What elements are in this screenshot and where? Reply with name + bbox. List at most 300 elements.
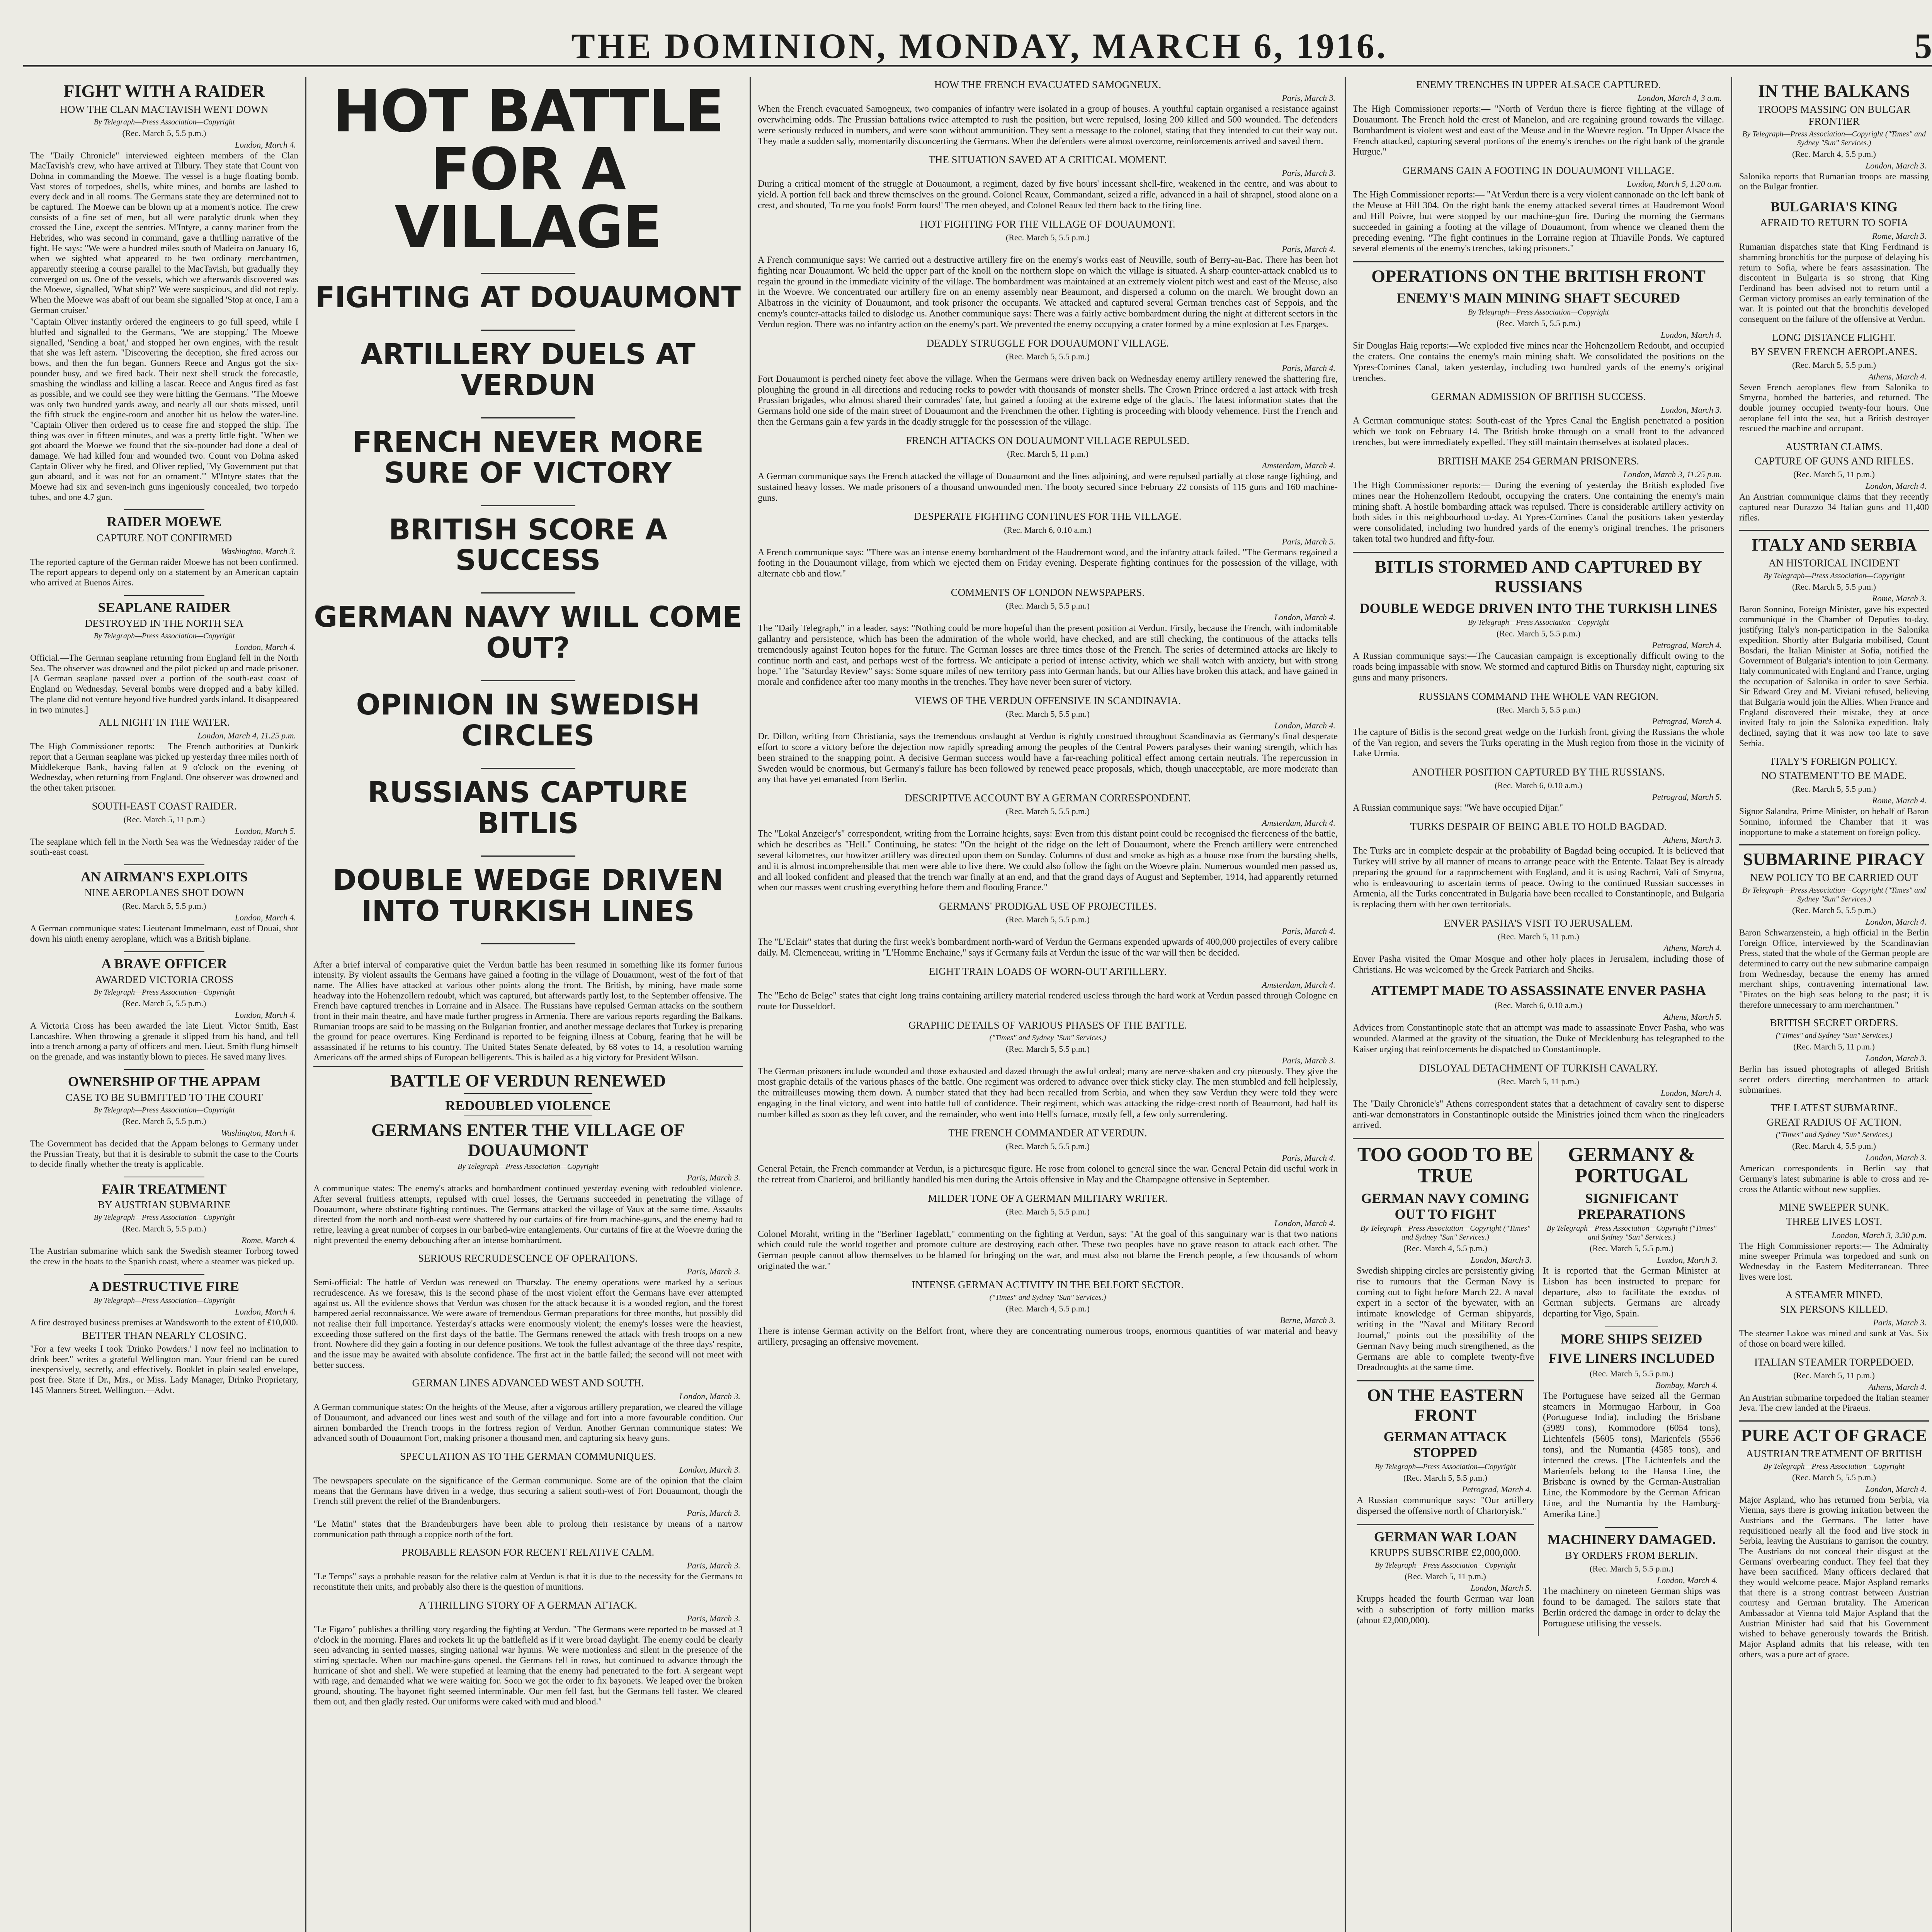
article-body: Major Aspland, who has returned from Serbia, via Vienna, says there is growing irritation between the Austrians and the Germans. The latter have requisitioned nearly all the food and live stock in Serbia, leaving the Austrians to garrison the country. The Austrians do not conceal their disgust at the Germans' overbearing conduct. They feel that they have been sacrificed. Many officers declared that they would welcome peace. Major Aspland remarks that there is a strong contrast between Austrian courtesy and German brutality. The American Ambassador at Vienna told Major Aspland that the Austrian Minister had said that his Government wished to behave generously towards the British. Major Aspland admits that his release, with ten others, was a pure act of grace.: [1739, 1495, 1929, 1659]
article-body: The German prisoners include wounded and those exhausted and dazed through the awful ordeal; many are nerve-shaken and cry piteously. They give the most graphic details of the various phases of the battle. One regiment was ordered to advance over thick sticky clay. The men stumbled and fell helplessly, the mitrailleuses mowing them down. A number stated that they had been recalled from Serbia, and when they saw Verdun they were told they were engaging in the final victory, and went into battle full of confidence. Their regiment, which was attacking the ridge-crest north of Beaumont, had half its number killed as soon as they left cover, and the remainder, who went into Hell's furnace, mostly fell, a few only surrendering.: [758, 1066, 1338, 1119]
divider: [1357, 1524, 1534, 1525]
article-body: The reported capture of the German raider Moewe has not been confirmed. The report appears to depend only on a statement by an American captain who arrived at Buenos Aires.: [30, 557, 298, 588]
dateline: London, March 4, 3 a.m.: [1638, 93, 1722, 103]
dateline: London, March 3.: [1656, 1255, 1718, 1265]
dateline: Athens, March 3.: [1663, 835, 1722, 845]
masthead-title: THE DOMINION, MONDAY, MARCH 6, 1916.: [571, 26, 1388, 66]
article-subhead: SPECULATION AS TO THE GERMAN COMMUNIQUES.: [400, 1451, 656, 1463]
divider: [481, 943, 575, 944]
received-time: (Rec. March 5, 5.5 p.m.): [1006, 1044, 1090, 1054]
divider: [313, 1066, 743, 1067]
received-time: (Rec. March 5, 5.5 p.m.): [1590, 1243, 1673, 1253]
divider: [481, 592, 575, 594]
divider: [1739, 844, 1929, 845]
article-more-ships: [1543, 1331, 1720, 1520]
article-body: "Captain Oliver instantly ordered the engineers to go full speed, while I bluffed and signalled to the Germans, 'We are stopping.' The Moewe signalled, 'Sending a boat,' and stopped her own engines, with the result that she was left astern. "Discovering the deception, she fired across our bows, and then the fun began. Gunners Reece and Angus got the six-pounder busy, and we fired back. Their next shell struck the forecastle, smashing the windlass and killing a lascar. Reece and Angus fired as fast as possible, and we could see they were hitting the Germans. "The Moewe was only two hundred yards away, and nearly all our shots missed, until the fifth struck the engine-room and another hit us below the water-line. "Captain Oliver then ordered us to cease fire and stopped the ship. The thing was over in fifteen minutes, and was a pretty little fight. "When we got aboard the Moewe we found that the six-pounder had done a deal of damage. We had killed four and wounded two. Count von Dohna asked Captain Oliver why he fired, and Oliver replied, 'My Government put that gun aboard, and it was not for an ornament.'" M'Intyre states that the Moewe had six and seven-inch guns ingeniously concealed, two torpedo tubes, and one 4.7 gun.: [30, 317, 298, 502]
article-brave-officer: [30, 956, 298, 1062]
article-headline: ATTEMPT MADE TO ASSASSINATE ENVER PASHA: [1371, 982, 1706, 998]
article-subhead: AN HISTORICAL INCIDENT: [1769, 557, 1900, 569]
dateline: London, March 5, 1.20 a.m.: [1627, 179, 1722, 189]
article-body: A communique states: The enemy's attacks and bombardment continued yesterday evening with redoubled violence. After several fruitless attempts, repulsed with cruel losses, the Germans succeeded in penetrating the village of Douaumont, where obstinate fighting continues. The Germans attacked the village of Vaux at the same time. Assaults directed from the north and north-east were shattered by our curtains of fire from machine-guns, and the enemy had to retire, leaving a great number of corpses in our barbed-wire entanglements. Our curtains of fire at the Woevre during the night prevented the enemy debouching after an intense bombardment.: [313, 1184, 743, 1245]
article-subhead: GERMANS ENTER THE VILLAGE OF DOUAUMONT: [371, 1120, 685, 1160]
dateline: Athens, March 4.: [1663, 943, 1722, 953]
article-headline: MORE SHIPS SEIZED: [1561, 1331, 1702, 1347]
dateline: Rome, March 4.: [1872, 796, 1927, 806]
received-time: (Rec. March 6, 0.10 a.m.): [1495, 781, 1582, 791]
article-subhead: HOW THE FRENCH EVACUATED SAMOGNEUX.: [934, 79, 1162, 90]
article-subhead: HOT FIGHTING FOR THE VILLAGE OF DOUAUMONT.: [920, 218, 1175, 230]
article-headline: A DESTRUCTIVE FIRE: [89, 1278, 240, 1294]
article-disloyal-cavalry: [1353, 1062, 1724, 1131]
dateline: London, March 3.: [1865, 1053, 1927, 1063]
article-subhead: NO STATEMENT TO BE MADE.: [1761, 770, 1907, 782]
article-body: A Russian communique says: "Our artillery dispersed the offensive north of Chartoryisk.": [1357, 1495, 1534, 1516]
dateline: Paris, March 3.: [687, 1561, 740, 1571]
article-body: A French communique says: "There was an intense enemy bombardment of the Haudremont wood, and the infantry attack failed. "The Germans regained a footing in the Douaumont village, from which we ejected them on Friday evening. Desperate fighting continues for the possession of the village, with alternate ebb and flow.": [758, 547, 1338, 579]
article-subhead: ENEMY'S MAIN MINING SHAFT SECURED: [1396, 290, 1680, 306]
article-seaplane-raider: [30, 600, 298, 793]
article-airman-exploits: [30, 869, 298, 944]
received-time: (Rec. March 5, 5.5 p.m.): [122, 1116, 206, 1126]
received-time: (Rec. March 5, 5.5 p.m.): [1006, 232, 1090, 242]
article-headline: A STEAMER MINED.: [1785, 1289, 1883, 1301]
article-samogneux: [758, 79, 1338, 147]
article-london-comments: [758, 587, 1338, 688]
article-subhead: NEW POLICY TO BE CARRIED OUT: [1750, 871, 1918, 883]
article-body: A German communique states: South-east of the Ypres Canal the English penetrated a position which we took on February 14. The British broke through on a small front to the advanced trenches, but were immediately expelled. They still maintain themselves at isolated places.: [1353, 416, 1724, 448]
article-body: The High Commissioner reports:— The French authorities at Dunkirk report that a German seaplane was picked up yesterday three miles north of Middlekerque Bank, having fallen at 9 o'clock on the evening of Wednesday, when returning from England. One observer was drowned and the other taken prisoner.: [30, 742, 298, 793]
dateline: Washington, March 4.: [221, 1128, 296, 1138]
dateline: London, March 3.: [1865, 1153, 1927, 1163]
divider: [481, 855, 575, 857]
received-time: (Rec. March 5, 5.5 p.m.): [122, 901, 206, 911]
article-headline: BITLIS STORMED AND CAPTURED BY RUSSIANS: [1374, 556, 1702, 597]
article-subhead: SIGNIFICANT PREPARATIONS: [1578, 1190, 1685, 1222]
article-body: "Le Temps" says a probable reason for the relative calm at Verdun is that it is due to the necessity for the Germans to reconstitute their units, and probably also there is the question of munitions.: [313, 1571, 743, 1592]
article-body: A Russian communique says: "We have occupied Dijar.": [1353, 803, 1563, 813]
article-headline: BULGARIA'S KING: [1770, 199, 1898, 214]
dateline: London, March 3.: [1865, 160, 1927, 170]
article-headline: ITALY AND SERBIA: [1751, 535, 1917, 555]
article-body: The steamer Lakoe was mined and sunk at Vas. Six of those on board were killed.: [1739, 1328, 1929, 1349]
article-body: Baron Sonnino, Foreign Minister, gave his expected communiqué in the Chamber of Deputies to-day, justifying Italy's non-participation in the Salonika expedition. Shortly after Bulgaria mobilised, Count Bosdari, the Italian Minister at Sofia, notified the Government of Bulgaria's intention to join Germany. Italy communicated with England and France, urging the occupation of Salonika in order to save Serbia. Sir Edward Grey and M. Viviani refused, believing that Bulgaria would join the Allies. When France and England discovered their mistake, they at once invited Italy to join the Salonika expedition. Italy declined, saying that it was now too late to save Serbia.: [1739, 604, 1929, 748]
article-eastern-front: [1357, 1385, 1534, 1517]
article-subhead: GREAT RADIUS OF ACTION.: [1766, 1116, 1902, 1128]
article-fair-treatment: [30, 1181, 298, 1267]
dateline: London, March 4, 11.25 p.m.: [197, 731, 296, 741]
dateline: Paris, March 4.: [1282, 363, 1335, 373]
divider: [464, 1093, 592, 1094]
received-time: (Rec. March 5, 11 p.m.): [1793, 1042, 1875, 1052]
received-time: (Rec. March 5, 5.5 p.m.): [1006, 351, 1090, 361]
article-body: When the French evacuated Samogneux, two companies of infantry were isolated in a group of houses. A youthful captain organised a resistance against overwhelming odds. The Prussian battalions twice attempted to rush the position, but were repulsed, losing 200 killed and 500 wounded. The defenders were seriously reduced in numbers, and were soon without ammunition. They sent a message to the colonel, stating that they intended to cut their way out. They made a sudden sally, momentarily disconcerting the Germans. When the defenders were almost overcome, reinforcements arrived and saved them.: [758, 104, 1338, 146]
article-subhead: NINE AEROPLANES SHOT DOWN: [84, 887, 244, 899]
column-1: [23, 77, 305, 1932]
article-body: The Austrian submarine which sank the Swedish steamer Torborg towed the crew in the boats to the Spanish coast, where a steamer was picked up.: [30, 1246, 298, 1267]
dateline: Bombay, March 4.: [1655, 1380, 1718, 1390]
article-body: Colonel Moraht, writing in the "Berliner Tageblatt," commenting on the fighting at Verdun, says: "At the goal of this sanguinary war is that two nations which could rule the world together and promote culture are destroying each other. These two peoples have no grave reason to attack each other. The German people cannot allow themselves to be blamed for bringing on the war, and must also not blame the French people, a few thousands of whom originated the war.": [758, 1229, 1338, 1272]
advertisement-body: "For a few weeks I took 'Drinko Powders.' I now feel no inclination to drink beer." writes a grateful Wellington man. Your friend can be cured inexpensively, secretly, and effectively. Booklet in plain sealed envelope, post free. State if Dr., Mrs., or Miss. Lady Manager, Drinko Proprietary, 145 Manners Street, Wellington.—Advt.: [30, 1344, 298, 1395]
article-thrilling-story: [313, 1599, 743, 1707]
article-subhead: DISLOYAL DETACHMENT OF TURKISH CAVALRY.: [1419, 1062, 1658, 1074]
article-subhead: ENEMY TRENCHES IN UPPER ALSACE CAPTURED.: [1416, 79, 1661, 90]
received-time: (Rec. March 5, 5.5 p.m.): [1006, 915, 1090, 925]
article-body: The Turks are in complete despair at the probability of Bagdad being occupied. It is believed that Turkey will strive by all manner of means to arrange peace with the Entente. Talaat Bey is already preparing the ground for a rapprochement with England, and it is using Rachmi, Vali of Smyrna, who is endeavouring to ascertain terms of peace. Owing to the continued Russian successes in Armenia, all the Turks concentrated in Bulgaria have been recalled to Constantinople, and Bulgaria is replacing them with her own territorials.: [1353, 846, 1724, 910]
article-headline: SUBMARINE PIRACY: [1743, 849, 1925, 869]
article-subhead: CAPTURE NOT CONFIRMED: [96, 532, 232, 544]
dateline: Paris, March 4.: [1282, 244, 1335, 254]
article-subhead: ALL NIGHT IN THE WATER.: [99, 716, 230, 728]
article-body: Rumanian dispatches state that King Ferdinand is shamming bronchitis for the purpose of delaying his return to Sofia, where he fears assassination. The discontent in Bulgaria is so strong that King Ferdinand has been advised not to return until a German victory promises an early termination of the war. It is pointed out that the bronchitis developed consequent on the failure of the offensive at Verdun.: [1739, 242, 1929, 324]
article-subhead: GERMAN LINES ADVANCED WEST AND SOUTH.: [412, 1377, 644, 1389]
masthead: [23, 22, 1932, 67]
article-subhead: DESCRIPTIVE ACCOUNT BY A GERMAN CORRESPONDENT.: [905, 792, 1191, 804]
article-subhead: GERMAN ADMISSION OF BRITISH SUCCESS.: [1431, 391, 1646, 403]
article-subhead: GERMAN ATTACK STOPPED: [1383, 1429, 1507, 1460]
dateline: London, March 3, 3.30 p.m.: [1832, 1230, 1927, 1240]
received-time: (Rec. March 5, 11 p.m.): [1007, 449, 1088, 459]
dateline: Berne, March 3.: [1280, 1315, 1335, 1325]
front-banner: [313, 78, 743, 1063]
wire-credit: By Telegraph—Press Association—Copyright: [94, 632, 235, 641]
article-subhead: RUSSIANS COMMAND THE WHOLE VAN REGION.: [1418, 690, 1658, 702]
article-subhead: DESTROYED IN THE NORTH SEA: [85, 617, 244, 629]
article-body: Seven French aeroplanes flew from Salonika to Smyrna, bombed the batteries, and returned. The double journey occupied twenty-four hours. One aeroplane fell into the sea, but a British destroyer rescued the machine and occupant.: [1739, 382, 1929, 434]
article-austrian-claims: [1739, 441, 1929, 523]
article-subhead: SOUTH-EAST COAST RAIDER.: [92, 800, 237, 812]
article-italy-serbia: [1739, 535, 1929, 748]
divider: [1353, 261, 1724, 262]
article-subhead: AWARDED VICTORIA CROSS: [95, 973, 234, 985]
received-time: (Rec. March 6, 0.10 a.m.): [1004, 525, 1092, 535]
banner-deck-6: OPINION IN SWEDISH CIRCLES: [356, 688, 700, 753]
dateline: Paris, March 3.: [1282, 93, 1335, 103]
article-body: During a critical moment of the struggle at Douaumont, a regiment, dazed by five hours' incessant shell-fire, weakened in the centre, and was about to yield. A portion fell back and threw themselves on the ground. Colonel Reaux, Commandant, seized a rifle, advanced in a hail of shrapnel, stood alone on a crest, and shouted, 'To me you fools! Form fours!' The men obeyed, and Colonel Reaux led them back to the firing line.: [758, 179, 1338, 211]
article-body: The "Daily Chronicle's" Athens correspondent states that a detachment of cavalry sent to disperse anti-war demonstrators in Constantinople outside the Ministries joined them when the ringleaders arrived.: [1353, 1099, 1724, 1131]
advertisement-heading: BETTER THAN NEARLY CLOSING.: [82, 1329, 247, 1341]
bottom-right: [1538, 1141, 1724, 1636]
article-german-admission: [1353, 391, 1724, 448]
dateline: Paris, March 3.: [1873, 1318, 1927, 1328]
article-another-position: [1353, 766, 1724, 814]
divider: [1739, 530, 1929, 531]
article-assassination-attempt: [1353, 983, 1724, 1055]
column-4: [1345, 77, 1731, 1932]
dateline: Amsterdam, March 4.: [1262, 980, 1335, 990]
received-time: (Rec. March 4, 5.5 p.m.): [1792, 149, 1876, 159]
dateline: London, March 4.: [235, 1010, 296, 1020]
article-body: A German communique states: On the heights of the Meuse, after a vigorous artillery preparation, we cleared the village of Douaumont, and advanced our lines west and south of the village and fort into a more favourable condition. Our airmen bombarded the French troops in the fortress region of Verdun. Another German communique states: We advanced south of Douaumont Fort, making prisoner a thousand men, and capturing six heavy guns.: [313, 1402, 743, 1443]
received-time: (Rec. March 5, 11 p.m.): [123, 814, 205, 824]
article-subhead: MILDER TONE OF A GERMAN MILITARY WRITER.: [928, 1192, 1168, 1204]
article-body: Swedish shipping circles are persistently giving rise to rumours that the German Navy is coming out to fight before March 22. A naval expert in a sector of the byewater, with an intimate knowledge of German shipyards, writing in the "Naval and Military Record Journal," points out the possibility of the German Navy being much strengthened, as the Germans are able to complete twenty-five Dreadnoughts at the same time.: [1357, 1265, 1534, 1373]
article-subhead: VIEWS OF THE VERDUN OFFENSIVE IN SCANDINAVIA.: [914, 695, 1181, 706]
received-time: (Rec. March 5, 5.5 p.m.): [122, 128, 206, 138]
received-time: (Rec. March 5, 5.5 p.m.): [1792, 1472, 1876, 1482]
article-headline: OWNERSHIP OF THE APPAM: [68, 1073, 261, 1089]
article-subhead: DESPERATE FIGHTING CONTINUES FOR THE VILLAGE.: [914, 510, 1182, 522]
article-italian-steamer: [1739, 1356, 1929, 1413]
divider: [124, 1069, 204, 1070]
wire-credit: ("Times" and Sydney "Sun" Services.): [1776, 1131, 1893, 1139]
dateline: Paris, March 3.: [687, 1613, 740, 1623]
wire-credit: By Telegraph—Press Association—Copyright: [1468, 308, 1609, 317]
article-descriptive-account: [758, 792, 1338, 893]
article-body: Baron Schwarzenstein, a high official in the Berlin Foreign Office, interviewed by the Scandinavian Press, stated that the whole of the German people are determined to carry out the new submarine campaign from Wednesday, because the enemy has armed merchant ships, contravening international law. "Pirates on the high seas belong to the past; it is therefore unnecessary to arm merchantmen.": [1739, 927, 1929, 1010]
article-headline: TOO GOOD TO BE TRUE: [1357, 1144, 1534, 1187]
article-body: Berlin has issued photographs of alleged British secret orders directing merchantmen to attack submarines.: [1739, 1064, 1929, 1095]
received-time: (Rec. March 5, 11 p.m.): [1405, 1571, 1486, 1581]
dateline: Paris, March 3.: [1282, 168, 1335, 178]
banner-deck-7: RUSSIANS CAPTURE BITLIS: [367, 776, 689, 840]
article-prodigal-use: [758, 900, 1338, 959]
divider: [481, 680, 575, 681]
divider: [1357, 1380, 1534, 1381]
article-body: A fire destroyed business premises at Wandsworth to the extent of £10,000.: [30, 1318, 298, 1328]
article-subhead: AUSTRIAN TREATMENT OF BRITISH: [1746, 1447, 1922, 1459]
article-subhead: BY SEVEN FRENCH AEROPLANES.: [1750, 345, 1918, 357]
article-body: The "Echo de Belge" states that eight long trains containing artillery material rendered useless through the hard work at Verdun passed through Cologne en route for Dusseldorf.: [758, 990, 1338, 1012]
wire-credit: By Telegraph—Press Association—Copyright: [1764, 1462, 1905, 1471]
received-time: (Rec. March 5, 5.5 p.m.): [1006, 1141, 1090, 1151]
divider: [124, 951, 204, 952]
article-subhead: PROBABLE REASON FOR RECENT RELATIVE CALM.: [401, 1546, 655, 1558]
article-subhead: BY AUSTRIAN SUBMARINE: [97, 1199, 231, 1211]
wire-credit: ("Times" and Sydney "Sun" Services.): [1776, 1031, 1893, 1040]
article-body: It is reported that the German Minister at Lisbon has been instructed to prepare for departure, also to facilitate the exodus of German subjects. Germans are already departing for Vigo, Spain.: [1543, 1265, 1720, 1319]
article-body: Sir Douglas Haig reports:—We exploded five mines near the Hohenzollern Redoubt, and occupied the craters. One contains the enemy's main mining shaft. We consolidated the positions on the Ypres-Comines Canal, taken yesterday, including two hundred yards of the enemy's original trenches.: [1353, 341, 1724, 383]
article-body: The "L'Eclair" states that during the first week's bombardment north-ward of Verdun the Germans expended upwards of 400,000 projectiles of every calibre daily. M. Clemenceau, writing in "L'Homme Enchaine," says if Germany fails at Verdun the issue of the war will then be decided.: [758, 937, 1338, 958]
dateline: London, March 4.: [235, 642, 296, 652]
article-milder-tone: [758, 1192, 1338, 1272]
divider: [481, 768, 575, 769]
dateline: Petrograd, March 4.: [1462, 1484, 1532, 1494]
received-time: (Rec. March 4, 5.5 p.m.): [1006, 1303, 1090, 1313]
article-body: The High Commissioner reports:— The Admiralty mine sweeper Primula was torpedoed and sunk on Wednesday in the Eastern Mediterranean. Three lives were lost.: [1739, 1241, 1929, 1282]
article-worn-out-artillery: [758, 966, 1338, 1012]
article-machinery-damaged: [1543, 1532, 1720, 1629]
page-number: 5: [1914, 26, 1932, 66]
article-body: The newspapers speculate on the significance of the German communique. Some are of the opinion that the claim means that the Germans have driven in a wedge, thus securing a salient south-west of Fort Douaumont, though the French still prevent the relief of the Brandenburgers.: [313, 1476, 743, 1506]
article-subhead: THE FRENCH COMMANDER AT VERDUN.: [948, 1127, 1147, 1139]
dateline: London, March 3, 11.25 p.m.: [1623, 469, 1722, 479]
received-time: (Rec. March 5, 5.5 p.m.): [1497, 704, 1580, 714]
article-headline: BRITISH SECRET ORDERS.: [1770, 1017, 1898, 1029]
article-subhead: GERMANS' PRODIGAL USE OF PROJECTILES.: [939, 900, 1156, 912]
article-headline: AUSTRIAN CLAIMS.: [1785, 441, 1883, 453]
article-subhead: SERIOUS RECRUDESCENCE OF OPERATIONS.: [418, 1252, 638, 1264]
article-van-region: [1353, 690, 1724, 760]
article-headline: GERMANY & PORTUGAL: [1568, 1144, 1695, 1187]
article-subhead: GERMANS GAIN A FOOTING IN DOUAUMONT VILLAGE.: [1402, 165, 1675, 177]
dateline: London, March 5.: [1470, 1583, 1532, 1593]
banner-deck-8: DOUBLE WEDGE DRIVEN INTO TURKISH LINES: [333, 863, 723, 928]
article-french-commander: [758, 1127, 1338, 1185]
wire-credit: By Telegraph—Press Association—Copyright ("Times" and Sydney "Sun" Services.): [1742, 886, 1926, 903]
article-speculation: [313, 1451, 743, 1539]
article-body: The "Daily Telegraph," in a leader, says: "Nothing could be more hopeful than the present position at Verdun. Firstly, because the French, with indomitable gallantry and persistence, which has been the admiration of the whole world, have checked, and are still checking, the continuous of the attacks tells tremendously against Teuton hopes for the future. The German losses are three times those of the French. The series of determined attacks are likely to continue north and east, and perhaps west of the fortress. We anticipate a period of intense activity, which we shall watch with anxiety, but with strong hope." The "Saturday Review" says: Some square miles of new territory pass into German hands, but our Allies have broken this attack, and have gained in morale and confidence after too many months in the trenches. They have never been surer of victory.: [758, 623, 1338, 687]
article-lines-advanced: [313, 1377, 743, 1444]
dateline: London, March 3.: [1660, 405, 1722, 415]
article-subhead: REDOUBLED VIOLENCE: [445, 1097, 611, 1113]
article-subhead: A THRILLING STORY OF A GERMAN ATTACK.: [418, 1599, 638, 1611]
received-time: (Rec. March 5, 5.5 p.m.): [1792, 784, 1876, 794]
received-time: (Rec. March 5, 5.5 p.m.): [1590, 1564, 1673, 1574]
article-headline: A BRAVE OFFICER: [101, 956, 227, 971]
dateline: Paris, March 3.: [687, 1508, 740, 1518]
article-bulgaria-king: [1739, 199, 1929, 325]
received-time: (Rec. March 5, 5.5 p.m.): [1006, 709, 1090, 719]
wire-credit: By Telegraph—Press Association—Copyright ("Times" and Sydney "Sun" Services.): [1546, 1224, 1717, 1242]
article-act-of-grace: [1739, 1425, 1929, 1660]
article-headline: GERMAN WAR LOAN: [1374, 1529, 1517, 1544]
article-body: The "Daily Chronicle" interviewed eighteen members of the Clan MacTavish's crew, who have arrived at Tilbury. They state that Count von Dohna in commanding the Moewe. The vessel is a huge floating bomb. Vast stores of torpedoes, shells, white mines, and bombs are lashed to every deck and in all rooms. The Germans state they are determined not to be captured. The Moewe can be blown up at a moment's notice. The crew consists of a fine set of men, but all were paralytic drunk when they crossed the Line, except the sentries. M'Intyre, a canny mariner from the Hebrides, who was second in command, gave a thrilling narrative of the fight. He says: "We were a hundred miles south of Madeira on January 16, when we sighted what appeared to be two ordinary merchantmen, apparently steering a course parallel to the MacTavish, but gradually they converged on us. One of the vessels, which we afterwards discovered was the Moewe, signalled, 'What ship?' We were suspicious, and did not reply. When the Moewe was abaft of our beam she signalled 'Stop at once, I am a German cruiser.': [30, 150, 298, 315]
divider: [124, 595, 204, 596]
dateline: London, March 4.: [1656, 1575, 1718, 1585]
article-fight-with-raider: [30, 81, 298, 502]
article-germany-portugal: [1543, 1145, 1720, 1320]
article-upper-alsace: [1353, 79, 1724, 158]
received-time: (Rec. March 5, 5.5 p.m.): [1590, 1368, 1673, 1378]
banner-deck-1: FIGHTING AT DOUAUMONT: [315, 281, 741, 314]
article-in-the-balkans: [1739, 81, 1929, 192]
received-time: (Rec. March 5, 11 p.m.): [1498, 932, 1579, 942]
article-body: An Austrian communique claims that they recently captured near Durazzo 34 Italian guns and 11,400 rifles.: [1739, 492, 1929, 522]
dateline: Washington, March 3.: [221, 546, 296, 556]
article-headline: SEAPLANE RAIDER: [98, 599, 231, 615]
article-body: A German communique states: Lieutenant Immelmann, east of Douai, shot down his ninth enemy aeroplane, which was a British biplane.: [30, 923, 298, 944]
article-body: A Victoria Cross has been awarded the late Lieut. Victor Smith, East Lancashire. When throwing a grenade it slipped from his hand, and fell into a trench among a party of officers and men. Lieut. Smith flung himself on the grenade, and was instantly blown to pieces. He saved many lives.: [30, 1021, 298, 1062]
article-headline: PURE ACT OF GRACE: [1741, 1425, 1927, 1446]
dateline: London, March 4.: [1660, 1088, 1722, 1098]
dateline: London, March 4.: [1865, 1484, 1927, 1494]
article-subhead: GRAPHIC DETAILS OF VARIOUS PHASES OF THE BATTLE.: [908, 1019, 1187, 1031]
article-scandinavia-views: [758, 695, 1338, 785]
dateline: Athens, March 4.: [1868, 371, 1927, 381]
article-verdun-renewed: [313, 1071, 743, 1245]
article-headline: FIGHT WITH A RAIDER: [63, 81, 265, 101]
article-bitlis-stormed: [1353, 557, 1724, 684]
received-time: (Rec. March 5, 5.5 p.m.): [122, 1224, 206, 1234]
dateline: London, March 4.: [1274, 721, 1335, 731]
dateline: Rome, March 4.: [242, 1235, 296, 1245]
received-time: (Rec. March 5, 5.5 p.m.): [1792, 905, 1876, 915]
wire-credit: By Telegraph—Press Association—Copyright: [94, 1106, 235, 1115]
received-time: (Rec. March 5, 5.5 p.m.): [1006, 806, 1090, 816]
article-body: The Government has decided that the Appam belongs to Germany under the Prussian Treaty, but that it is desirable to submit the case to the Courts to decide finally whether the treaty is applicable.: [30, 1139, 298, 1169]
article-headline: MINE SWEEPER SUNK.: [1779, 1201, 1889, 1213]
article-body: Official.—The German seaplane returning from England fell in the North Sea. The observer was drowned and the pilot picked up and made prisoner. [A German seaplane passed over a portion of the south-east coast of England on Wednesday. Several bombs were dropped and a baby killed. The plane did not venture beyond five hundred yards inland. It disappeared in two minutes.]: [30, 653, 298, 714]
dateline: London, March 4.: [235, 139, 296, 150]
received-time: (Rec. March 5, 5.5 p.m.): [1497, 629, 1580, 639]
article-headline: BATTLE OF VERDUN RENEWED: [390, 1071, 666, 1091]
column-2: [305, 77, 750, 1932]
article-headline: RAIDER MOEWE: [107, 514, 222, 530]
wire-credit: By Telegraph—Press Association—Copyright ("Times" and Sydney "Sun" Services.): [1742, 129, 1926, 147]
article-body: Salonika reports that Rumanian troops are massing on the Bulgar frontier.: [1739, 171, 1929, 192]
article-british-front: [1353, 266, 1724, 384]
article-long-distance-flight: [1739, 332, 1929, 434]
divider: [1605, 1527, 1658, 1528]
article-subhead: BRITISH MAKE 254 GERMAN PRISONERS.: [1437, 455, 1639, 467]
article-subhead: DEADLY STRUGGLE FOR DOUAUMONT VILLAGE.: [926, 337, 1169, 349]
received-time: (Rec. March 4, 5.5 p.m.): [1403, 1243, 1487, 1253]
divider: [124, 864, 204, 865]
wire-credit: By Telegraph—Press Association—Copyright: [94, 1296, 235, 1305]
article-headline: THE LATEST SUBMARINE.: [1770, 1102, 1898, 1114]
article-body: General Petain, the French commander at Verdun, is a picturesque figure. He rose from colonel to general since the war. General Petain did useful work in the retreat from Charleroi, and brilliantly handled his men during the Artois offensive in May and the Champagne offensive in September.: [758, 1163, 1338, 1185]
article-war-loan: [1357, 1529, 1534, 1626]
article-subhead: INTENSE GERMAN ACTIVITY IN THE BELFORT SECTOR.: [912, 1279, 1184, 1291]
article-bagdad: [1353, 821, 1724, 910]
dateline: London, March 5.: [235, 826, 296, 836]
article-latest-submarine: [1739, 1102, 1929, 1194]
article-appam: [30, 1074, 298, 1170]
article-body: The machinery on nineteen German ships was found to be damaged. The sailors state that Berlin ordered the damage in order to delay the Portuguese utilising the vessels.: [1543, 1586, 1720, 1629]
wire-credit: ("Times" and Sydney "Sun" Services.): [989, 1033, 1106, 1042]
article-subhead: CASE TO BE SUBMITTED TO THE COURT: [65, 1092, 263, 1104]
article-subhead: THREE LIVES LOST.: [1786, 1216, 1883, 1228]
article-subhead: ENVER PASHA'S VISIT TO JERUSALEM.: [1444, 917, 1633, 929]
article-belfort-sector: [758, 1279, 1338, 1348]
article-body: Dr. Dillon, writing from Christiania, says the tremendous onslaught at Verdun is rightly construed throughout Scandinavia as Germany's final desperate effort to score a victory before the dejection now rapidly spreading among the peoples of the Central Powers paralyses their waning strength, which has been strained to the snapping point. A decisive German success would have a far-reaching political effect among certain neutrals. The repercussion in Sweden would be enormous, but Germany's failure has been followed by renewed peace proposals, which, though unacceptable, are more moderate than any that have yet emanated from Berlin.: [758, 731, 1338, 785]
article-body: Signor Salandra, Prime Minister, on behalf of Baron Sonnino, informed the Chamber that it was inopportune to make a statement on foreign policy.: [1739, 806, 1929, 837]
article-headline: IN THE BALKANS: [1758, 81, 1910, 101]
dateline: London, March 4.: [1865, 917, 1927, 927]
dateline: Paris, March 3.: [1282, 1055, 1335, 1065]
article-body: The seaplane which fell in the North Sea was the Wednesday raider of the south-east coast.: [30, 837, 298, 857]
divider: [481, 505, 575, 506]
banner-deck-5: GERMAN NAVY WILL COME OUT?: [314, 600, 742, 665]
article-body: The "Lokal Anzeiger's" correspondent, writing from the Lorraine heights, says: Even from this distant point could be recognised the fierceness of the battle, which he describes as "Hell." Continuing, he states: "On the height of the ridge on the left of Douaumont, where the French artillery were entrenched several kilometres, our howitzer artillery was directed upon them on Sunday. Columns of dust and smoke as high as a house rose from the bursting shells, and it is almost incomprehensible that men were able to live there. We could also follow the fight on the Woevre plain. Numerous wounded men passed us, and all looked confident and pleased that the trench war finally at an end, and that the grand days of August and September, 1914, had apparently returned when our masses went crushing everything before them and flooding France.": [758, 829, 1338, 893]
dateline: Petrograd, March 5.: [1652, 792, 1722, 802]
wire-credit: By Telegraph—Press Association—Copyright: [457, 1162, 599, 1171]
received-time: (Rec. March 5, 11 p.m.): [1498, 1076, 1579, 1086]
divider: [1739, 1420, 1929, 1422]
article-subhead: ANOTHER POSITION CAPTURED BY THE RUSSIANS.: [1412, 766, 1665, 778]
article-body: "Le Matin" states that the Brandenburgers have been able to prolong their resistance by means of a narrow communication path through a coppice north of the fort.: [313, 1519, 743, 1539]
article-hot-fighting: [758, 218, 1338, 330]
article-body: The High Commissioner reports:— "North of Verdun there is fierce fighting at the village of Douaumont. The French hold the crest of Manelon, and are regaining ground towards the village. Bombardment is violent west and east of the Meuse and in the Woevre region. "In Upper Alsace the French attacked, capturing several portions of the enemy's trenches on the right bank of the grande Hurgue.": [1353, 104, 1724, 157]
dateline: Rome, March 3.: [1872, 231, 1927, 241]
article-douaumont-footing: [1353, 165, 1724, 254]
dateline: London, March 3.: [1470, 1255, 1532, 1265]
article-situation-saved: [758, 154, 1338, 211]
article-body: The High Commissioner reports:— "At Verdun there is a very violent cannonade on the left bank of the Meuse at Hill 304. On the right bank the enemy attacked several times at Haudremont Wood and Hill Poivre, but were stopped by our machine-gun fire. During the morning the Germans succeeded in gaining a footing at the village of Douaumont, from whence we cleaned them the preceding evening. "The fight continues in the Lorraine region at Thiaville Ponds. We captured several elements of the enemy's trenches, taking prisoners.": [1353, 190, 1724, 254]
wire-credit: By Telegraph—Press Association—Copyright: [1764, 571, 1905, 580]
article-headline: MACHINERY DAMAGED.: [1547, 1531, 1716, 1547]
dateline: Athens, March 4.: [1868, 1382, 1927, 1392]
divider: [124, 509, 204, 510]
wire-credit: By Telegraph—Press Association—Copyright: [1375, 1561, 1516, 1570]
dateline: London, March 4.: [1660, 330, 1722, 340]
article-body: The capture of Bitlis is the second great wedge on the Turkish front, giving the Russians the whole of the Van region, and severs the Turks operating in the Mush region from those in the vicinity of Lake Urmia.: [1353, 727, 1724, 759]
dateline: Paris, March 4.: [1282, 926, 1335, 936]
received-time: (Rec. March 5, 5.5 p.m.): [122, 998, 206, 1009]
received-time: (Rec. March 5, 5.5 p.m.): [1006, 601, 1090, 611]
article-headline: ON THE EASTERN FRONT: [1367, 1385, 1524, 1425]
article-destructive-fire: [30, 1279, 298, 1395]
received-time: (Rec. March 5, 5.5 p.m.): [1403, 1473, 1487, 1483]
article-subhead: FIVE LINERS INCLUDED: [1548, 1350, 1715, 1366]
article-relative-calm: [313, 1546, 743, 1592]
banner-headline: HOT BATTLE FOR A VILLAGE: [332, 78, 724, 261]
article-body: Fort Douaumont is perched ninety feet above the village. When the Germans were driven back on Wednesday enemy artillery renewed the shattering fire, ploughing the ground in all directions and reducing rocks to powder with thousands of monster shells. The Crown Prince ordered a last attack with fresh Prussian brigades, who almost shared their comrades' fate, but gained a footing at the extreme edge of the glacis. The latest information states that the Germans hold one side of the main street of Douaumont and the Frenchmen the other. Fighting is proceeding with bloody vehemence. First the French and then the Germans gain a few yards in the deadly struggle for the possession of the village.: [758, 374, 1338, 427]
article-subhead: KRUPPS SUBSCRIBE £2,000,000.: [1370, 1546, 1521, 1558]
article-body: A Russian communique says:—The Caucasian campaign is exceptionally difficult owing to the roads being impassable with snow. We stormed and captured Bitlis on Thursday night, capturing six guns and many prisoners.: [1353, 651, 1724, 683]
article-body: "Le Figaro" publishes a thrilling story regarding the fighting at Verdun. "The Germans were reported to be massed at 3 o'clock in the morning. Flares and rockets lit up the battlefield as if it were broad daylight. The enemy could be clearly seen advancing in serried masses, singing national war hymns. We were motionless and silent in the presence of the stirring spectacle. When our machine-guns opened, the Germans fell in rows, but continued to advance through the hurricane of shot and shell. We were stupefied at learning that the enemy had penetrated to the fort. A sergeant wept with rage, and demanded what we were waiting for. Soon we got the order to fix bayonets. We leaped over the broken ground, shouting. The bayonet fight seemed interminable. Our men fell fast, but the Germans fell faster. We cleared them out, and then gladly rested. Our uniforms were caked with mud and blood.": [313, 1624, 743, 1706]
article-body: Krupps headed the fourth German war loan with a subscription of forty million marks (about £2,000,000).: [1357, 1594, 1534, 1626]
